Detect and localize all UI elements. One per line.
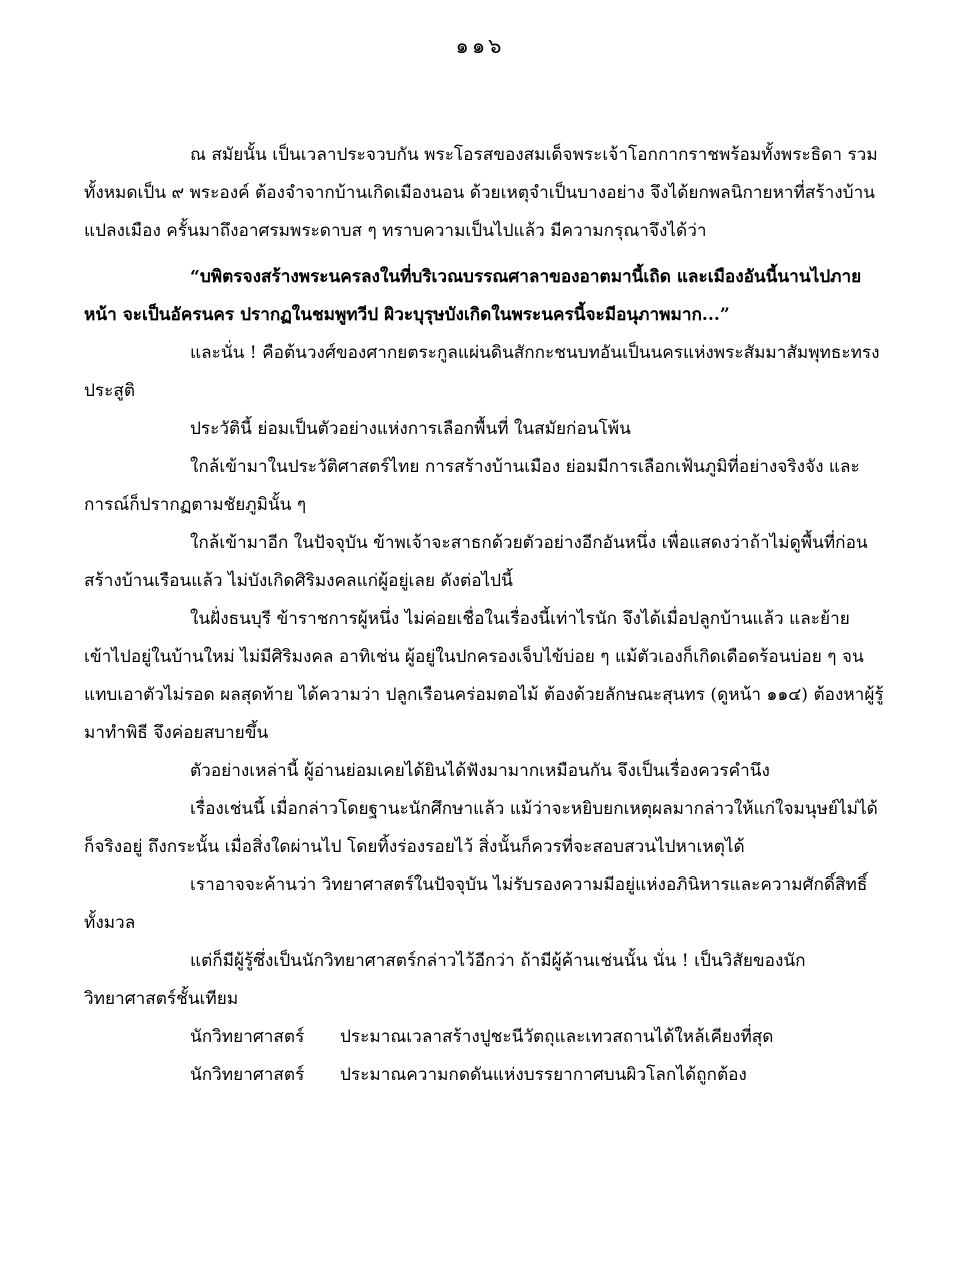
paragraph-present-day: ใกล้เข้ามาอีก ในปัจจุบัน ข้าพเจ้าจะสาธกด้วยตัวอย่างอีกอันหนึ่ง เพื่อแสดงว่าถ้าไม่ดูพื้นที่ก่อน สร้างบ้านเรือนแล้ว ไม่บังเกิดศิริมงคลแก่ผู้อยู่เลย ดังต่อไปนี้	[84, 533, 868, 591]
body-text	[84, 136, 884, 1094]
scientist-line	[84, 1056, 884, 1094]
paragraph-sakya-origin: และนั่น ! คือต้นวงศ์ของศากยตระกูลแผ่นดินสักกะชนบทอันเป็นนครแห่งพระสัมมาสัมพุทธะทรงประสูติ	[84, 343, 880, 401]
scientist-term: นักวิทยาศาสตร์	[190, 1027, 305, 1047]
paragraph-examples: ตัวอย่างเหล่านี้ ผู้อ่านย่อมเคยได้ยินได้ฟังมามากเหมือนกัน จึงเป็นเรื่องควรคำนึง	[190, 761, 770, 781]
paragraph-hermit-quote: “บพิตรจงสร้างพระนครลงในที่บริเวณบรรณศาลาของอาตมานี้เถิด และเมืองอันนี้นานไปภายหน้า จะเป็นอัครนคร ปรากฏในชมพูทวีป ผิวะบุรุษบังเกิดในพระนครนี้จะมีอนุภาพมาก...”	[84, 267, 862, 325]
paragraph-student-view: เรื่องเช่นนี้ เมื่อกล่าวโดยฐานะนักศึกษาแล้ว แม้ว่าจะหยิบยกเหตุผลมากล่าวให้แก่ใจมนุษย์ไม่ได้ก็จริงอยู่ ถึงกระนั้น เมื่อสิ่งใดผ่านไป โดยทิ้งร่องรอยไว้ สิ่งนั้นก็ควรที่จะสอบสวนไปหาเหตุได้	[84, 799, 878, 857]
scientist-text: ประมาณเวลาสร้างปูชะนีวัตถุและเทวสถานได้ใหล้เคียงที่สุด	[340, 1027, 774, 1047]
page-number: ๑๑๖	[455, 34, 505, 58]
paragraph-thai-history: ใกล้เข้ามาในประวัติศาสตร์ไทย การสร้างบ้านเมือง ย่อมมีการเลือกเฟ้นภูมิที่อย่างจริงจัง และการณ์ก็ปรากฏตามชัยภูมินั้น ๆ	[84, 457, 860, 515]
paragraph-intro: ณ สมัยนั้น เป็นเวลาประจวบกัน พระโอรสของสมเด็จพระเจ้าโอกกากราชพร้อมทั้งพระธิดา รวมทั้งหมดเป็น ๙ พระองค์ ต้องจำจากบ้านเกิดเมืองนอน ด้วยเหตุจำเป็นบางอย่าง จึงได้ยกพลนิกายหาที่สร้างบ้านแปลงเมือง ครั้นมาถึงอาศรมพระดาบส ๆ ทราบความเป็นไปแล้ว มีความกรุณาจึงได้ว่า	[84, 145, 878, 241]
scientist-term: นักวิทยาศาสตร์	[190, 1065, 305, 1085]
paragraph-science-objection: เราอาจจะค้านว่า วิทยาศาสตร์ในปัจจุบัน ไม่รับรองความมีอยู่แห่งอภินิหารและความศักดิ์สิทธิ์ทั้งมวล	[84, 875, 868, 933]
paragraph-thonburi-story: ในฝั่งธนบุรี ข้าราชการผู้หนึ่ง ไม่ค่อยเชื่อในเรื่องนี้เท่าไรนัก จึงได้เมื่อปลูกบ้านแล้ว และย้ายเข้าไปอยู่ในบ้านใหม่ ไม่มีศิริมงคล อาทิเช่น ผู้อยู่ในปกครองเจ็บไข้บ่อย ๆ แม้ตัวเองก็เกิดเดือดร้อนบ่อย ๆ จนแทบเอาตัวไม่รอด ผลสุดท้าย ได้ความว่า ปลูกเรือนคร่อมตอไม้ ต้องด้วยลักษณะสุนทร (ดูหน้า ๑๑๔) ต้องหาผู้รู้มาทำพิธี จึงค่อยสบายขึ้น	[84, 609, 884, 743]
scientist-line	[84, 1018, 884, 1056]
scientist-text: ประมาณความกดดันแห่งบรรยากาศบนผิวโลกได้ถูกต้อง	[340, 1065, 747, 1085]
paragraph-site-example: ประวัตินี้ ย่อมเป็นตัวอย่างแห่งการเลือกพื้นที่ ในสมัยก่อนโพ้น	[190, 419, 631, 439]
paragraph-pseudo-scientist: แต่ก็มีผู้รู้ซึ่งเป็นนักวิทยาศาสตร์กล่าวไว้อีกว่า ถ้ามีผู้ค้านเช่นนั้น นั่น ! เป็นวิสัยของนักวิทยาศาสตร์ชั้นเทียม	[84, 951, 806, 1009]
